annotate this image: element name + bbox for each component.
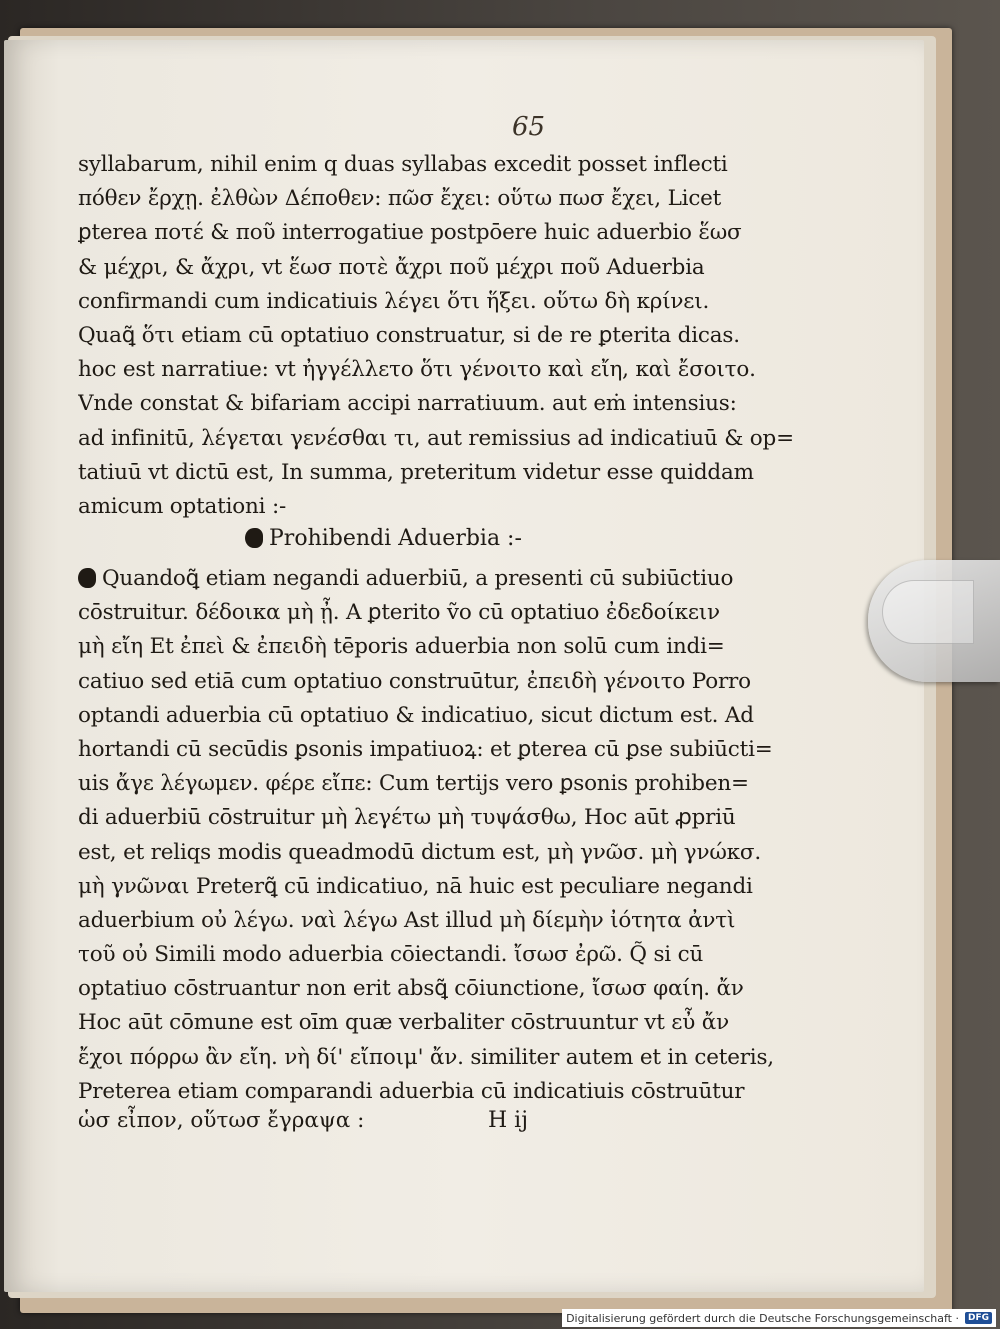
text-line: & μέχρι, & ἄχρι, vt ἕωσ ποτὲ ἄχρι ποῦ μέχρι ποῦ Aduerbia: [78, 254, 705, 280]
closing-line: ὡσ εἶπον, οὕτωσ ἔγραψα :: [78, 1108, 365, 1133]
signature-mark: H ij: [488, 1108, 529, 1133]
text-line: amicum optationi :-: [78, 493, 287, 519]
text-block-1: [78, 148, 878, 524]
text-line: hortandi cū secūdis ꝑsonis impatiuoꝝ: et ꝑterea cū ꝑse subiūcti=: [78, 736, 773, 762]
text-line: τοῦ οὐ Simili modo aduerbia cōiectandi. ἴσωσ ἐρῶ. Q̃ si cū: [78, 942, 704, 968]
text-line: Preterea etiam comparandi aduerbia cū indicatiuis cōstruūtur: [78, 1078, 745, 1104]
text-line: confirmandi cum indicatiuis λέγει ὅτι ἥξει. οὕτω δὴ κρίνει.: [78, 288, 710, 314]
text-line: ꝑterea ποτέ & ποῦ interrogatiue postpōere huic aduerbio ἕωσ: [78, 220, 742, 246]
text-line: cōstruitur. δέδοικα μὴ ᾖ. A ꝑterito ṽo cū optatiuo ἐδεδοίκειν: [78, 600, 720, 626]
text-line: tatiuū vt dictū est, In summa, preteritum videtur esse quiddam: [78, 459, 754, 485]
text-line: catiuo sed etiā cum optatiuo construūtur, ἐπειδὴ γένοιτο Porro: [78, 668, 751, 694]
text-line: di aduerbiū cōstruitur μὴ λεγέτω μὴ τυψάσθω, Hoc aūt ꝓpriū: [78, 805, 736, 831]
text-line: πόθεν ἔρχῃ. ἐλθὼν Δέποθεν: πῶσ ἔχει: οὕτω πωσ ἔχει, Licet: [78, 186, 722, 212]
text-line: μὴ εἴη Et ἐπεὶ & ἐπειδὴ tēporis aduerbia non solū cum indi=: [78, 634, 725, 660]
text-line: μὴ γνῶναι Preterꝗ̃ cū indicatiuo, nā huic est peculiare negandi: [78, 873, 753, 899]
text-line: uis ἄγε λέγωμεν. φέρε εἴπε: Cum tertijs vero ꝑsonis prohiben=: [78, 771, 749, 797]
text-line: ad infinitū, λέγεται γενέσθαι τι, aut remissius ad indicatiuū & op=: [78, 425, 794, 451]
text-line: optatiuo cōstruantur non erit absꝗ̃ cōiunctione, ἴσωσ φαίη. ἄν: [78, 976, 744, 1002]
text-line: optandi aduerbia cū optatiuo & indicatiuo, sicut dictum est. Ad: [78, 702, 754, 728]
text-line: hoc est narratiue: vt ἠγγέλλετο ὅτι γένοιτο καὶ εἴη, καὶ ἔσοιτο.: [78, 357, 756, 383]
text-line: Vnde constat & bifariam accipi narratiuum. aut eṁ intensius:: [78, 391, 737, 417]
text-line: ἔχοι πόρρω ἂν εἴη. νὴ δί' εἴποιμ' ἄν. similiter autem et in ceteris,: [78, 1044, 774, 1070]
footer-text: Digitalisierung gefördert durch die Deutsche Forschungsgemeinschaft ·: [566, 1311, 959, 1325]
pilcrow-icon: [78, 568, 96, 588]
footer-bar: [562, 1309, 996, 1327]
text-line: Quaꝗ̃ ὅτι etiam cū optatiuo construatur, si de re ꝑterita dicas.: [78, 322, 740, 348]
text-line: [78, 562, 878, 596]
page-clip: [868, 560, 1000, 682]
text-line: aduerbium οὐ λέγω. ναὶ λέγω Ast illud μὴ δίεμὴν ἰότητα ἀντὶ: [78, 907, 736, 933]
text-line: est, et reliqs modis queadmodū dictum est, μὴ γνῶσ. μὴ γνώκσ.: [78, 839, 762, 865]
foliation-number: 65: [512, 112, 546, 142]
text-line: Hoc aūt cōmune est oīm quæ verbaliter cōstruuntur vt εὖ ἄν: [78, 1010, 729, 1036]
pilcrow-icon: [245, 528, 263, 548]
text-line-content: Quandoꝗ̃ etiam negandi aduerbiū, a presenti cū subiūctiuo: [102, 566, 734, 591]
clip-highlight: [882, 580, 974, 644]
text-line: syllabarum, nihil enim q duas syllabas excedit posset inflecti: [78, 152, 728, 177]
text-block-2: [78, 562, 878, 1109]
section-heading: [245, 526, 522, 551]
heading-text: Prohibendi Aduerbia :-: [269, 526, 522, 551]
dfg-logo: DFG: [965, 1312, 992, 1324]
